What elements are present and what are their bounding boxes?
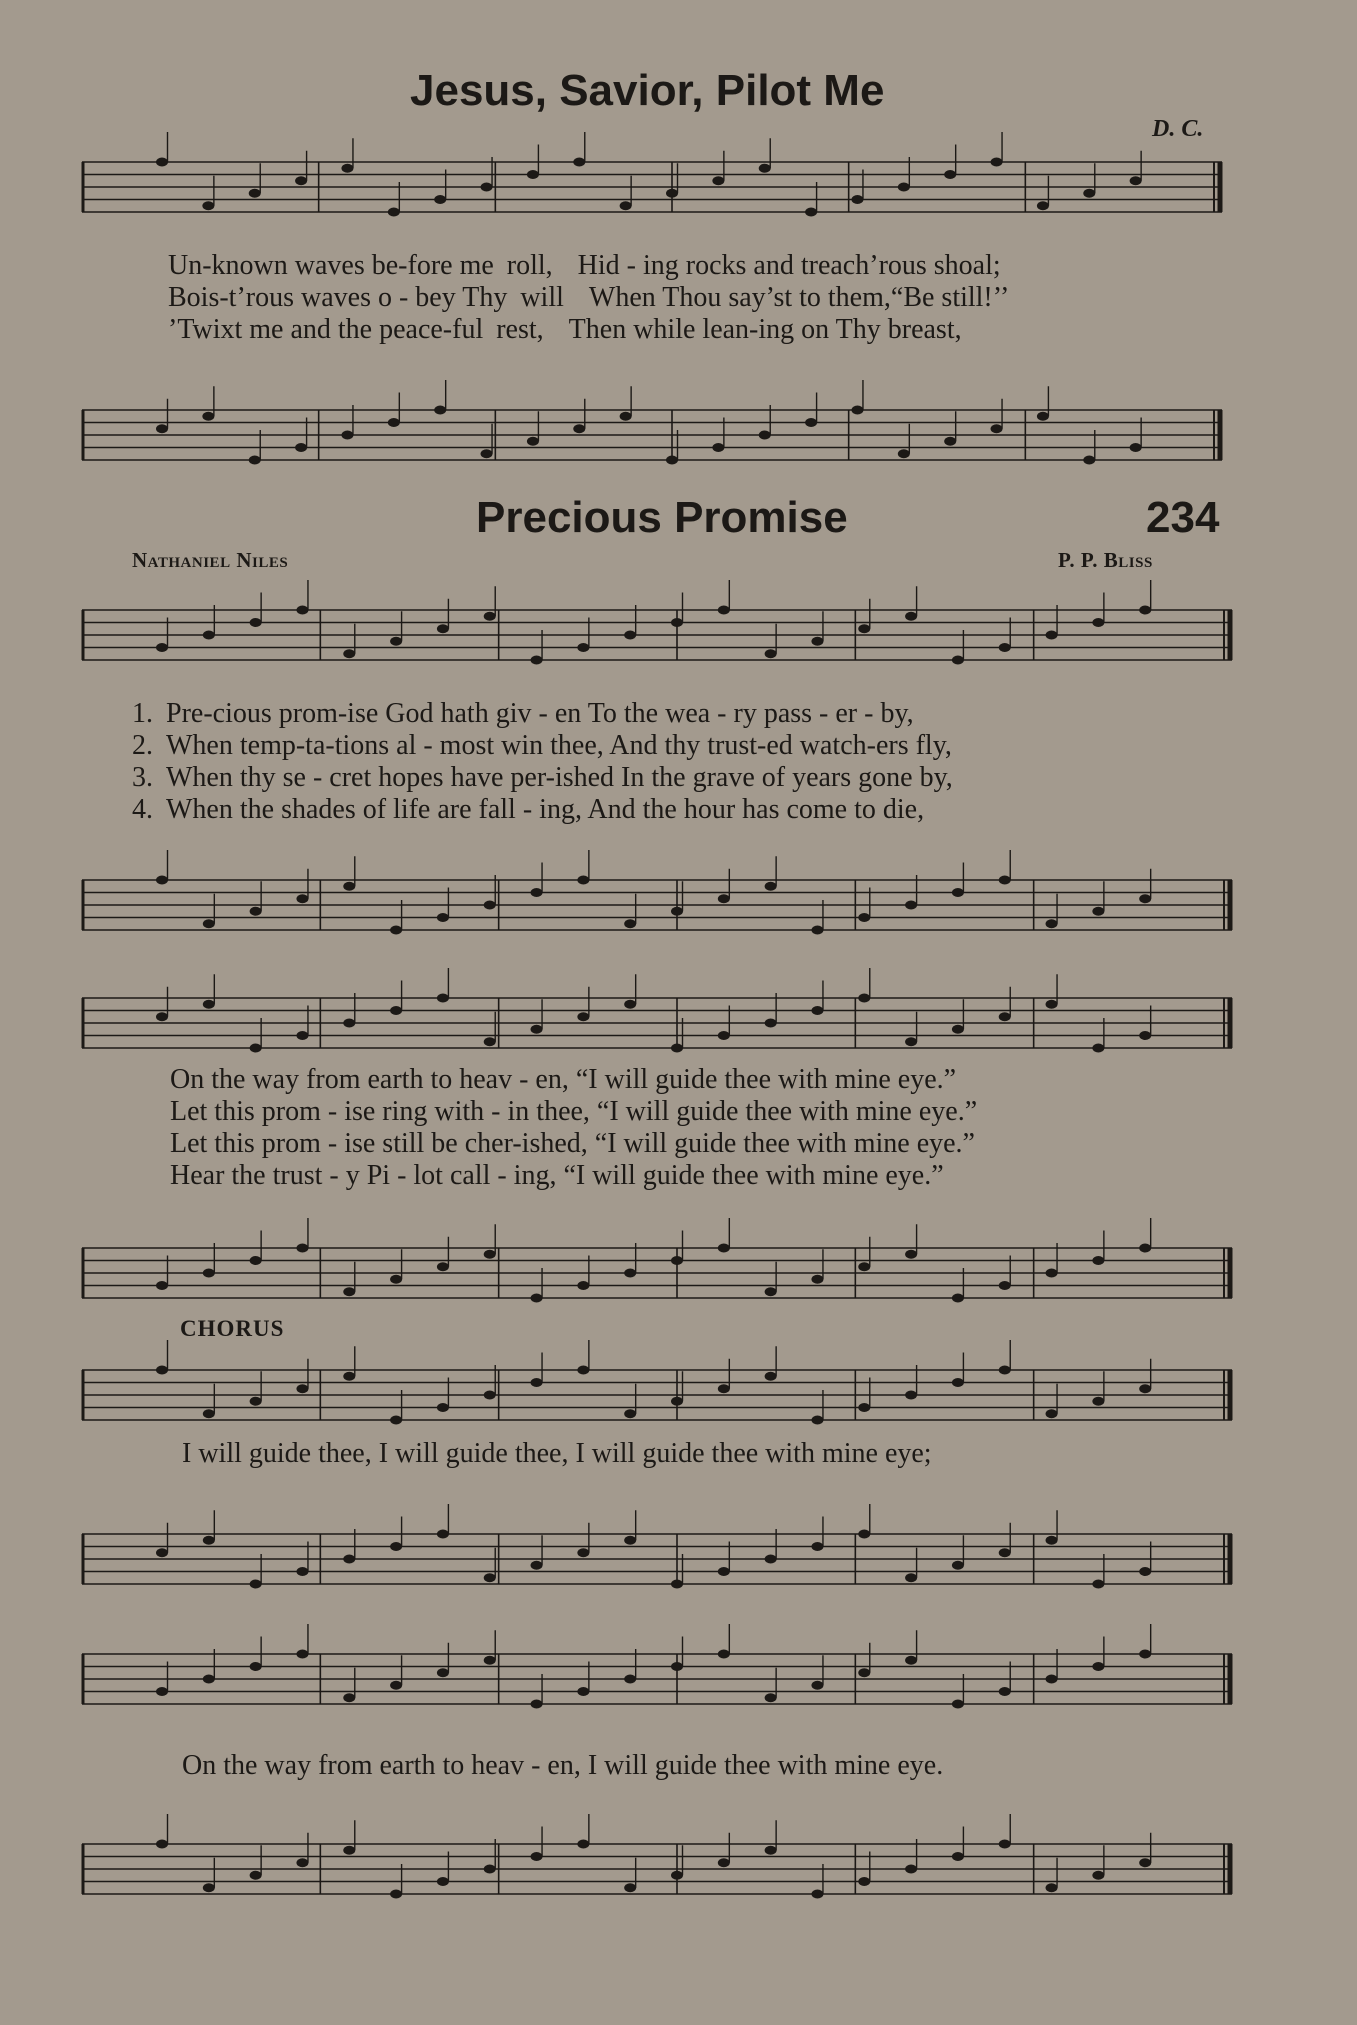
chorus-line-1: I will guide thee, I will guide thee, I will guide thee with mine eye; xyxy=(182,1438,932,1469)
system4-bass-staff xyxy=(82,1830,1232,1910)
verse1-part1: 1. Pre-cious prom-ise God hath giv - en To the wea - ry pass - er - by, xyxy=(132,698,914,729)
system3-treble-staff xyxy=(82,1356,1232,1436)
verse4-part2: Hear the trust - y Pi - lot call - ing, “I will guide thee with mine eye.” xyxy=(170,1160,944,1191)
dc-mark: D. C. xyxy=(1152,116,1204,142)
system1-bass-staff xyxy=(82,866,1232,946)
hymn-title: Precious Promise xyxy=(476,493,848,542)
hymn-number: 234 xyxy=(1146,493,1220,542)
chorus-label: CHORUS xyxy=(180,1316,285,1341)
composer-credit: P. P. Bliss xyxy=(1058,548,1153,572)
verse3-part1: 3. When thy se - cret hopes have per-ished In the grave of years gone by, xyxy=(132,762,953,793)
chorus-line-2: On the way from earth to heav - en, I will guide thee with mine eye. xyxy=(182,1750,944,1781)
verse4-part1: 4. When the shades of life are fall - ing, And the hour has come to die, xyxy=(132,794,925,825)
system3-bass-staff xyxy=(82,1520,1232,1600)
system2-bass-staff xyxy=(82,1234,1232,1314)
system4-treble-staff xyxy=(82,1640,1232,1720)
system1-treble-staff xyxy=(82,596,1232,676)
top-lyric-line-3: ’Twixt me and the peace-ful rest, Then while lean-ing on Thy breast, xyxy=(168,314,962,345)
verse1-part2: On the way from earth to heav - en, “I will guide thee with mine eye.” xyxy=(170,1064,957,1095)
author-credit: Nathaniel Niles xyxy=(132,548,289,572)
system2-treble-staff xyxy=(82,984,1232,1064)
top-bass-staff xyxy=(82,396,1222,476)
top-lyric-line-1: Un-known waves be-fore me roll, Hid - ing rocks and treach’rous shoal; xyxy=(168,250,1001,281)
top-treble-staff xyxy=(82,148,1222,228)
top-lyric-line-2: Bois-t’rous waves o - bey Thy will When Thou say’st to them,“Be still!’’ xyxy=(168,282,1010,313)
hymn-top-title: Jesus, Savior, Pilot Me xyxy=(410,66,885,115)
verse2-part1: 2. When temp-ta-tions al - most win thee, And thy trust-ed watch-ers fly, xyxy=(132,730,952,761)
verse3-part2: Let this prom - ise still be cher-ished, “I will guide thee with mine eye.” xyxy=(170,1128,975,1159)
verse2-part2: Let this prom - ise ring with - in thee, “I will guide thee with mine eye.” xyxy=(170,1096,978,1127)
